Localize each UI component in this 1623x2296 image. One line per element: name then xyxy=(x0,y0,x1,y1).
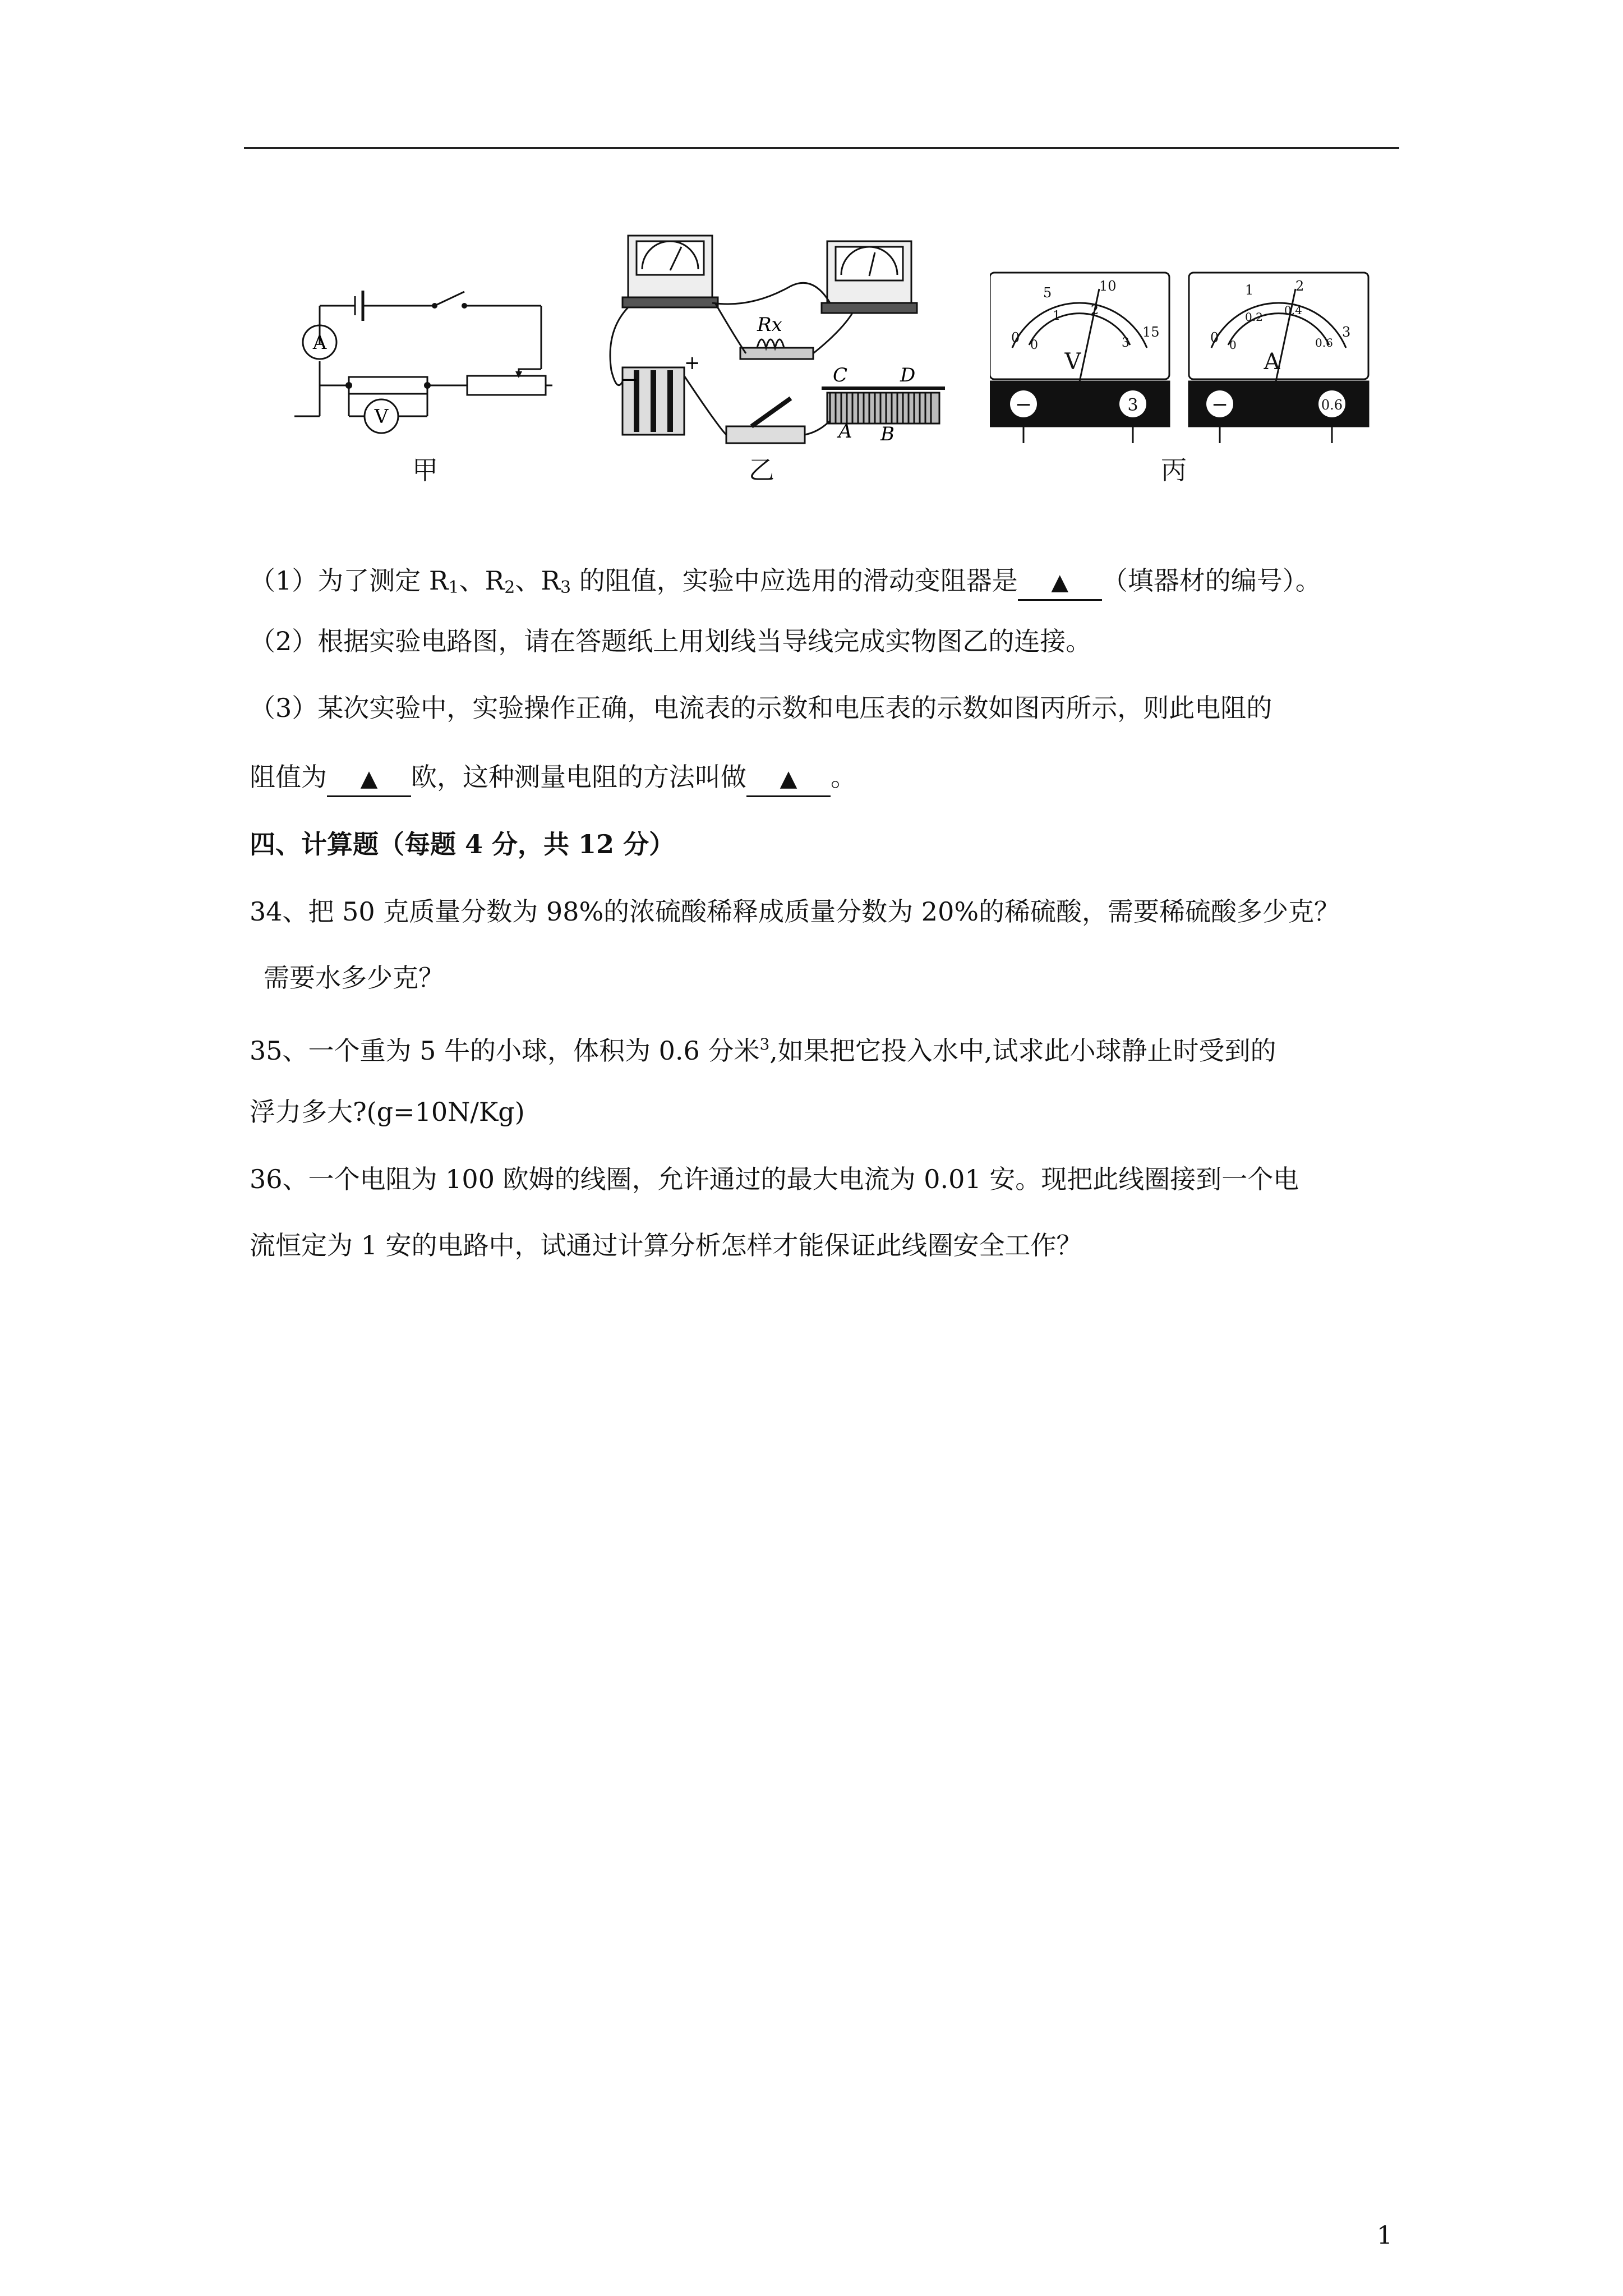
ammeter-inner-tick: 0.4 xyxy=(1284,303,1302,317)
voltmeter-outer-tick: 5 xyxy=(1043,285,1052,301)
voltmeter-inner-tick: 2 xyxy=(1091,303,1099,318)
ammeter-symbol: A xyxy=(312,332,327,354)
terminal-d-label: D xyxy=(900,364,916,386)
meters-drawing xyxy=(990,224,1371,449)
apparatus-drawing xyxy=(606,224,976,460)
battery-minus-sign: − xyxy=(620,367,639,393)
caption-bing: 丙 xyxy=(1161,455,1187,485)
ammeter-outer-tick: 1 xyxy=(1245,282,1254,298)
ammeter-outer-tick: 2 xyxy=(1295,278,1304,294)
ammeter-terminal-minus: − xyxy=(1211,393,1229,416)
voltmeter-inner-tick: 0 xyxy=(1030,338,1038,352)
problem-34-line1: 34、把 50 克质量分数为 98%的浓硫酸稀释成质量分数为 20%的稀硫酸，需要稀硫酸多少克？ xyxy=(250,896,1340,927)
problem-36-line2: 流恒定为 1 安的电路中，试通过计算分析怎样才能保证此线圈安全工作？ xyxy=(250,1230,1082,1260)
voltmeter-symbol: V xyxy=(374,406,389,428)
ammeter-terminal-range: 0.6 xyxy=(1321,397,1343,413)
terminal-b-label: B xyxy=(880,423,895,445)
page-number: 1 xyxy=(1377,2221,1393,2250)
question-2: （2）根据实验电路图，请在答题纸上用划线当导线完成实物图乙的连接。 xyxy=(250,626,1092,656)
voltmeter-inner-tick: 1 xyxy=(1053,309,1061,323)
voltmeter-symbol-label: V xyxy=(1064,349,1081,375)
ammeter-outer-tick: 3 xyxy=(1342,324,1351,340)
problem-36-line1: 36、一个电阻为 100 欧姆的线圈，允许通过的最大电流为 0.01 安。现把此线圈接到一个电 xyxy=(250,1164,1299,1194)
question-3-line2: 阻值为 ▲ 欧，这种测量电阻的方法叫做 ▲ 。 xyxy=(250,760,856,797)
problem-35-line1: 35、一个重为 5 牛的小球，体积为 0.6 分米$^3$,如果把它投入水中,试求此小球静止时受到的 xyxy=(250,1035,1276,1066)
terminal-a-label: A xyxy=(838,420,852,443)
answer-blank: ▲ xyxy=(746,760,831,797)
rx-label: Rx xyxy=(757,314,782,336)
question-1: （1）为了测定 $R_1$、$R_2$、$R_3$ 的阻值，实验中应选用的滑动变阻器是 ▲ （填器材的编号）。 xyxy=(250,564,1321,605)
circuit-drawing xyxy=(294,224,558,449)
voltmeter-inner-tick: 3 xyxy=(1122,336,1129,350)
voltmeter-terminal-minus: − xyxy=(1015,393,1032,416)
voltmeter-outer-tick: 0 xyxy=(1011,330,1020,346)
caption-jia: 甲 xyxy=(412,455,438,485)
terminal-c-label: C xyxy=(833,364,848,386)
ammeter-inner-tick: 0 xyxy=(1229,338,1237,352)
problem-34-line2: 需要水多少克？ xyxy=(264,963,444,993)
section-heading: 四、计算题（每题 4 分，共 12 分） xyxy=(250,829,675,859)
question-3-line1: （3）某次实验中，实验操作正确，电流表的示数和电压表的示数如图丙所示，则此电阻的 xyxy=(250,693,1272,723)
caption-yi: 乙 xyxy=(749,455,774,485)
ammeter-inner-tick: 0.6 xyxy=(1315,336,1333,349)
battery-plus-sign: + xyxy=(684,352,700,374)
ammeter-outer-tick: 0 xyxy=(1210,330,1219,346)
ammeter-inner-tick: 0.2 xyxy=(1245,310,1263,324)
ammeter-symbol-label: A xyxy=(1264,349,1280,375)
voltmeter-outer-tick: 15 xyxy=(1142,324,1160,340)
header-rule xyxy=(244,147,1399,149)
voltmeter-terminal-range: 3 xyxy=(1127,395,1138,415)
voltmeter-outer-tick: 10 xyxy=(1099,278,1117,294)
answer-blank: ▲ xyxy=(327,760,411,797)
answer-blank: ▲ xyxy=(1018,564,1102,601)
problem-35-line2: 浮力多大?(g=10N/Kg) xyxy=(250,1097,525,1127)
